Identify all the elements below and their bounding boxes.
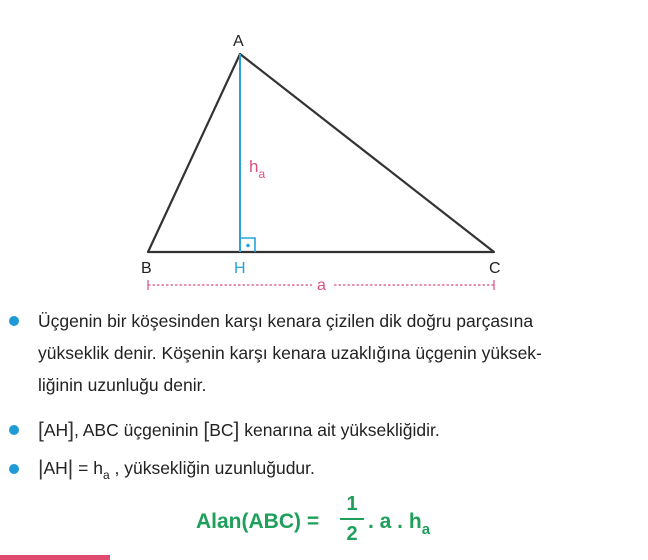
fraction-bar bbox=[340, 518, 364, 520]
base-label: a bbox=[317, 277, 326, 294]
bullet-1-line-3: liğinin uzunluğu denir. bbox=[38, 375, 207, 395]
segment-ah: AH bbox=[43, 420, 69, 440]
bottom-accent-strip bbox=[0, 555, 110, 560]
formula-rhs-sub: a bbox=[421, 521, 431, 538]
segment-bc: BC bbox=[209, 420, 234, 440]
bullet-dot-1 bbox=[9, 316, 19, 326]
formula-numerator: 1 bbox=[346, 493, 358, 515]
bullet-dot-2 bbox=[9, 425, 19, 435]
bullet-3-text bbox=[38, 457, 315, 481]
formula-fraction bbox=[340, 493, 364, 545]
bracket-close-ah: ] bbox=[68, 419, 74, 442]
vertex-label-a: A bbox=[233, 33, 244, 50]
height-label bbox=[249, 157, 265, 181]
bracket-open-bc: [ bbox=[203, 419, 210, 442]
bullet-dot-3 bbox=[9, 464, 19, 474]
bullet-3-eq: = h bbox=[73, 458, 103, 478]
bullet-2-mid: , ABC üçgeninin bbox=[74, 420, 204, 440]
right-angle-dot bbox=[246, 244, 250, 248]
segment-ah-length: AH bbox=[43, 458, 68, 478]
abs-bar-open: | bbox=[38, 457, 44, 480]
vertex-label-c: C bbox=[489, 260, 501, 277]
formula-lhs: Alan(ABC) = bbox=[196, 510, 320, 533]
bullet-3-tail: , yüksekliğin uzunluğudur. bbox=[109, 458, 315, 478]
bullet-1-line-2: yükseklik denir. Köşenin karşı kenara uzaklığına üçgenin yüksek- bbox=[38, 343, 542, 363]
bracket-open-ah: [ bbox=[38, 419, 44, 442]
bullet-1-line-1: Üçgenin bir köşesinden karşı kenara çizilen dik doğru parçasına bbox=[38, 311, 534, 331]
height-label-h: h bbox=[249, 157, 259, 176]
bullet-2-tail: kenarına ait yüksekliğidir. bbox=[239, 420, 440, 440]
formula-rhs-text: . a . h bbox=[368, 510, 422, 533]
triangle-abc bbox=[148, 54, 494, 252]
abs-bar-close: | bbox=[67, 457, 74, 480]
bullet-3-sub: a bbox=[102, 468, 110, 482]
vertex-label-h: H bbox=[234, 260, 246, 277]
bullet-2-text bbox=[38, 419, 440, 441]
bracket-close-bc: ] bbox=[233, 419, 240, 442]
vertex-label-b: B bbox=[141, 260, 152, 277]
height-label-sub: a bbox=[258, 167, 266, 181]
formula-denominator: 2 bbox=[346, 523, 358, 545]
formula-rhs bbox=[368, 510, 431, 538]
